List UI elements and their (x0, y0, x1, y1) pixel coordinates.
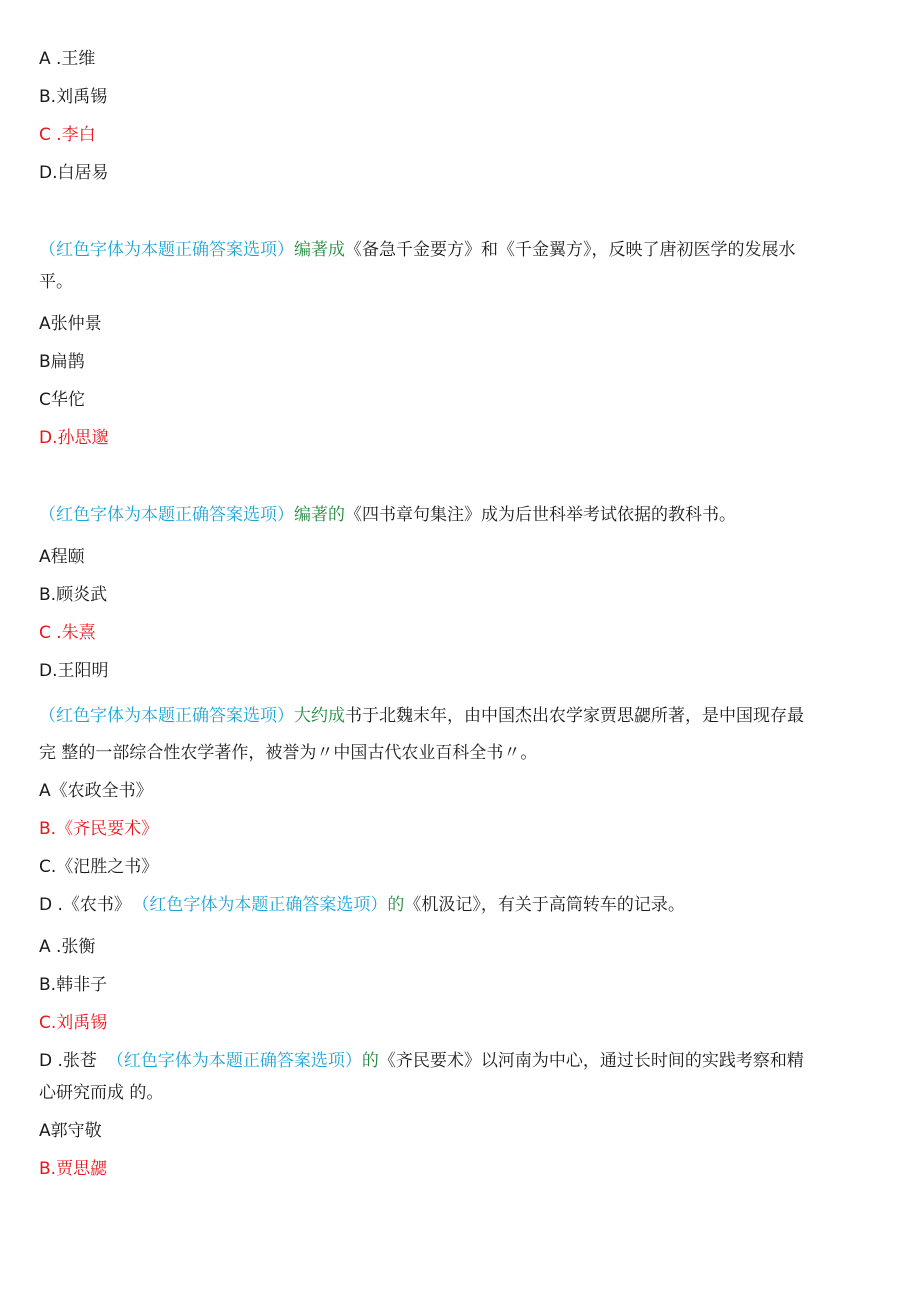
q3-stem (39, 704, 804, 728)
q3-option-b-correct: B.《齐民要术》 (39, 819, 159, 839)
q1-option-b: B扁鹊 (39, 352, 85, 372)
q3-lead: 大约成 (294, 706, 345, 726)
q5-option-a: A郭守敬 (39, 1121, 102, 1141)
q2-option-c-correct: C .朱熹 (39, 623, 96, 643)
q5-option-b-correct: B.贾思勰 (39, 1159, 108, 1179)
q3-stem-line2: 完 整的一部综合性农学著作，被誉为〃中国古代农业百科全书〃。 (39, 743, 538, 763)
q2-hint: （红色字体为本题正确答案选项） (39, 505, 294, 525)
q2-stem-text: 《四书章句集注》成为后世科举考试依据的教科书。 (345, 505, 736, 525)
q4-stem (39, 893, 685, 917)
q1-option-c: C华佗 (39, 390, 85, 410)
q3-hint: （红色字体为本题正确答案选项） (39, 706, 294, 726)
q1-stem-line2: 平。 (39, 272, 73, 292)
q1-lead: 编著成 (294, 240, 345, 260)
q5-stem-line1: 《齐民要术》以河南为中心，通过长时间的实践考察和精 (378, 1051, 804, 1071)
q1-stem-line1: 《备急千金要方》和《千金翼方》，反映了唐初医学的发展水 (345, 240, 796, 260)
q4-option-a: A .张衡 (39, 937, 96, 957)
q0-option-c-correct: C .李白 (39, 125, 96, 145)
q3-stem-line1: 书于北魏末年，由中国杰出农学家贾思勰所著，是中国现存最 (345, 706, 804, 726)
q1-stem (39, 238, 796, 262)
q0-option-a: A .王维 (39, 49, 96, 69)
q5-hint: （红色字体为本题正确答案选项） (106, 1051, 362, 1071)
q4-option-b: B.韩非子 (39, 975, 108, 995)
q3-option-c: C.《汜胜之书》 (39, 857, 159, 877)
q2-option-b: B.顾炎武 (39, 585, 108, 605)
q5-stem (39, 1049, 804, 1073)
q2-lead: 编著的 (294, 505, 345, 525)
q3-option-d: D .《农书》 (39, 895, 131, 915)
q2-option-d: D.王阳明 (39, 661, 109, 681)
q5-stem-line2: 心研究而成 的。 (39, 1083, 164, 1103)
q4-option-d: D .张苍 (39, 1051, 97, 1071)
q4-hint: （红色字体为本题正确答案选项） (140, 895, 388, 915)
q4-option-c-correct: C.刘禹锡 (39, 1013, 108, 1033)
q2-stem (39, 503, 736, 527)
q0-option-b: B.刘禹锡 (39, 87, 108, 107)
q0-option-d: D.白居易 (39, 163, 109, 183)
q5-lead: 的 (361, 1051, 379, 1071)
q1-hint: （红色字体为本题正确答案选项） (39, 240, 294, 260)
q3-option-a: A《农政全书》 (39, 781, 153, 801)
q4-stem-text: 《机汲记》，有关于高筒转车的记录。 (404, 895, 685, 915)
q4-lead: 的 (387, 895, 405, 915)
q2-option-a: A程颐 (39, 547, 85, 567)
q1-option-d-correct: D.孙思邈 (39, 428, 109, 448)
q1-option-a: A张仲景 (39, 314, 102, 334)
